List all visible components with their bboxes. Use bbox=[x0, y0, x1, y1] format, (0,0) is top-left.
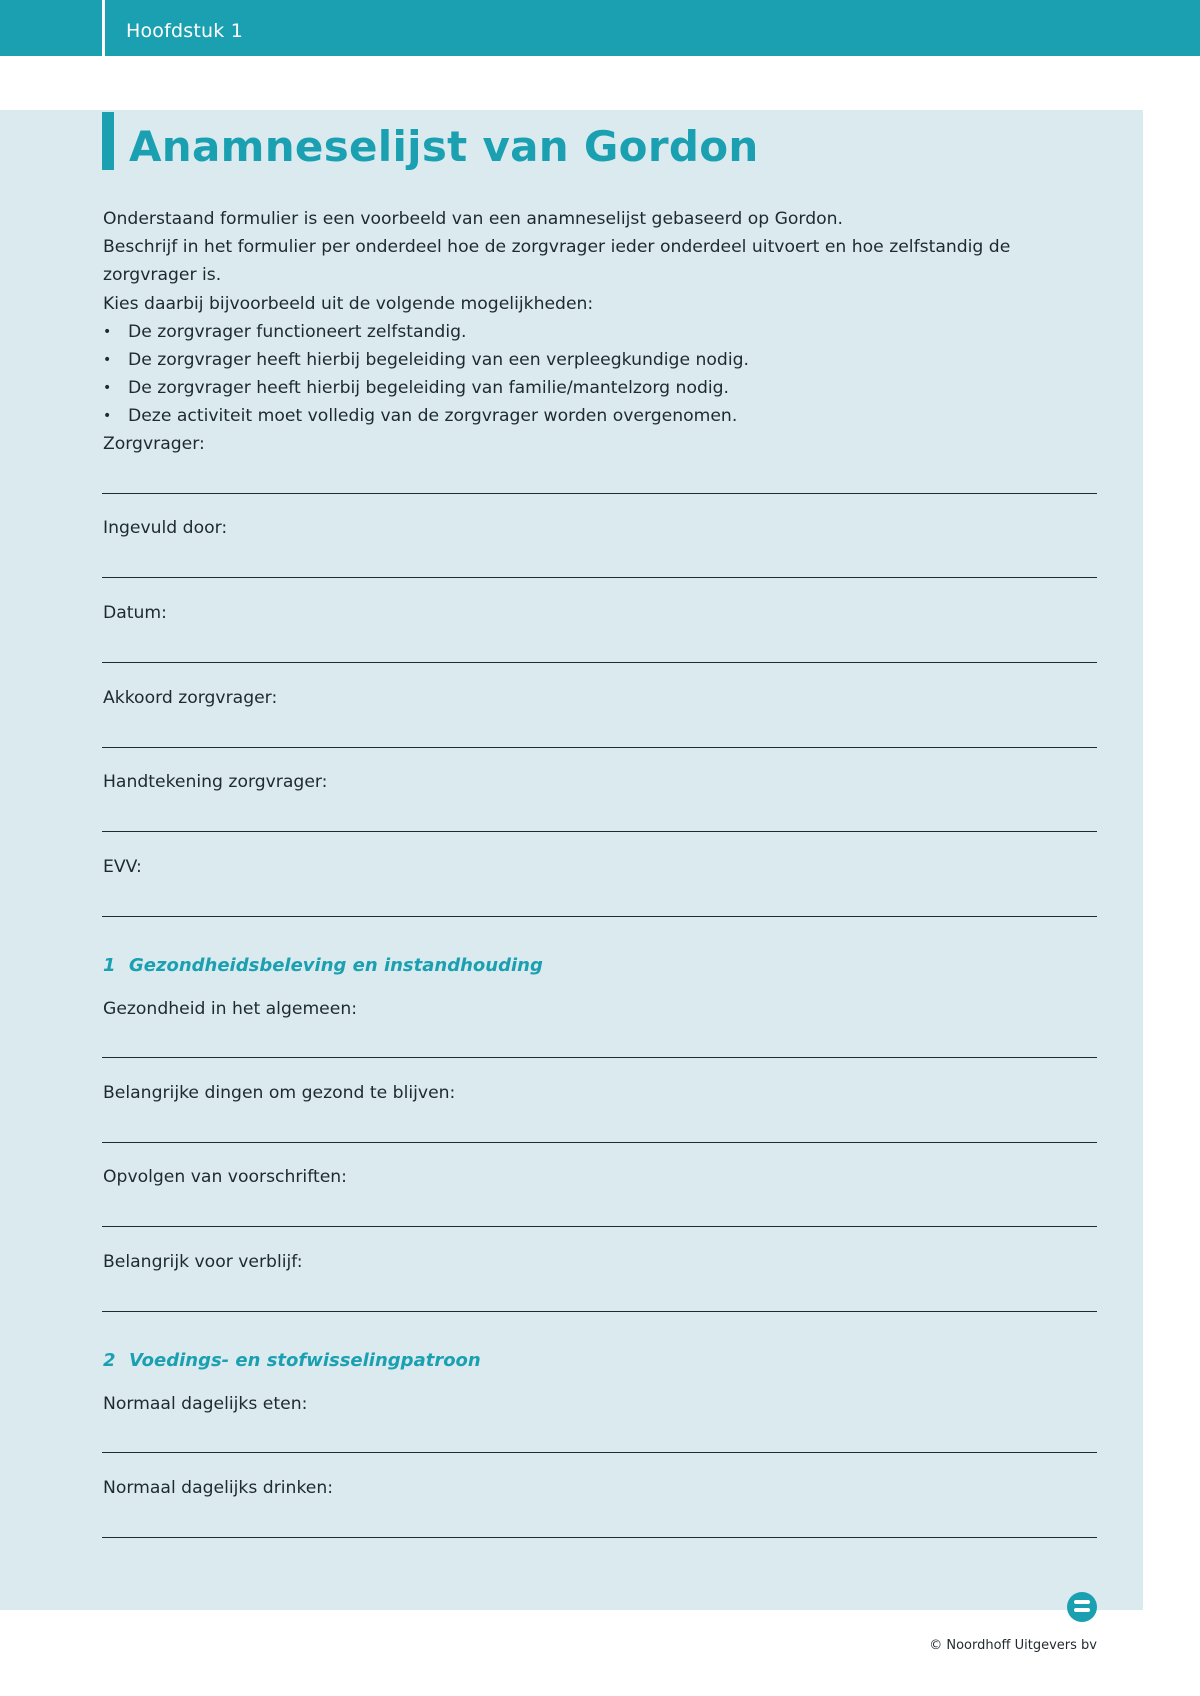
field-label-dagelijks-eten: Normaal dagelijks eten: bbox=[103, 1394, 308, 1414]
field-label-datum: Datum: bbox=[103, 603, 167, 623]
intro-line: Onderstaand formulier is een voorbeeld van een anamneselijst gebaseerd op Gordon. bbox=[103, 209, 843, 229]
bullet-icon: • bbox=[103, 380, 112, 397]
field-line-handtekening-zorgvrager[interactable] bbox=[102, 831, 1097, 832]
intro-line: Kies daarbij bijvoorbeeld uit de volgende mogelijkheden: bbox=[103, 293, 594, 314]
field-line-dagelijks-eten[interactable] bbox=[102, 1452, 1097, 1453]
field-label-gezondheid-algemeen: Gezondheid in het algemeen: bbox=[103, 999, 358, 1019]
page-title: Anamneselijst van Gordon bbox=[129, 122, 759, 171]
title-accent-bar bbox=[102, 112, 114, 170]
chapter-label: Hoofdstuk 1 bbox=[126, 20, 244, 42]
bullet-icon: • bbox=[103, 408, 112, 425]
bullet-icon: • bbox=[103, 352, 112, 369]
field-line-evv[interactable] bbox=[102, 916, 1097, 917]
field-line-akkoord-zorgvrager[interactable] bbox=[102, 747, 1097, 748]
list-item bbox=[103, 374, 1103, 402]
field-line-ingevuld-door[interactable] bbox=[102, 577, 1097, 578]
field-line-zorgvrager[interactable] bbox=[102, 493, 1097, 494]
section-title: Voedings- en stofwisselingpatroon bbox=[129, 1350, 481, 1371]
field-line-belangrijke-dingen[interactable] bbox=[102, 1142, 1097, 1143]
field-label-akkoord-zorgvrager: Akkoord zorgvrager: bbox=[103, 688, 278, 708]
list-item-text: De zorgvrager heeft hierbij begeleiding van familie/mantelzorg nodig. bbox=[128, 378, 730, 399]
field-label-dagelijks-drinken: Normaal dagelijks drinken: bbox=[103, 1478, 334, 1498]
intro-text bbox=[103, 205, 1103, 431]
field-label-belangrijke-dingen: Belangrijke dingen om gezond te blijven: bbox=[103, 1083, 456, 1103]
intro-line: Beschrijf in het formulier per onderdeel hoe de zorgvrager ieder onderdeel uitvoert en hoe zelfstandig de zorgvrager is. bbox=[103, 237, 1011, 286]
list-item bbox=[103, 402, 1103, 430]
list-item bbox=[103, 318, 1103, 346]
field-line-belangrijk-verblijf[interactable] bbox=[102, 1311, 1097, 1312]
field-label-evv: EVV: bbox=[103, 857, 142, 877]
field-line-dagelijks-drinken[interactable] bbox=[102, 1537, 1097, 1538]
field-line-datum[interactable] bbox=[102, 662, 1097, 663]
bullet-icon: • bbox=[103, 323, 112, 340]
list-item-text: De zorgvrager heeft hierbij begeleiding van een verpleegkundige nodig. bbox=[128, 350, 749, 371]
header-divider bbox=[102, 0, 105, 56]
field-line-opvolgen-voorschriften[interactable] bbox=[102, 1226, 1097, 1227]
section-title: Gezondheidsbeleving en instandhouding bbox=[129, 955, 543, 976]
noordhoff-logo-icon bbox=[1067, 1592, 1097, 1622]
options-list bbox=[103, 318, 1103, 431]
section-heading-1 bbox=[103, 955, 543, 976]
copyright-text: © Noordhoff Uitgevers bv bbox=[929, 1638, 1097, 1653]
section-number: 1 bbox=[103, 955, 116, 976]
field-label-handtekening-zorgvrager: Handtekening zorgvrager: bbox=[103, 772, 328, 792]
field-line-gezondheid-algemeen[interactable] bbox=[102, 1057, 1097, 1058]
field-label-ingevuld-door: Ingevuld door: bbox=[103, 518, 228, 538]
field-label-zorgvrager: Zorgvrager: bbox=[103, 434, 205, 454]
section-heading-2 bbox=[103, 1350, 481, 1371]
field-label-belangrijk-verblijf: Belangrijk voor verblijf: bbox=[103, 1252, 303, 1272]
list-item-text: Deze activiteit moet volledig van de zorgvrager worden overgenomen. bbox=[128, 406, 738, 427]
list-item-text: De zorgvrager functioneert zelfstandig. bbox=[128, 321, 467, 342]
section-number: 2 bbox=[103, 1350, 116, 1371]
list-item bbox=[103, 346, 1103, 374]
field-label-opvolgen-voorschriften: Opvolgen van voorschriften: bbox=[103, 1167, 347, 1187]
